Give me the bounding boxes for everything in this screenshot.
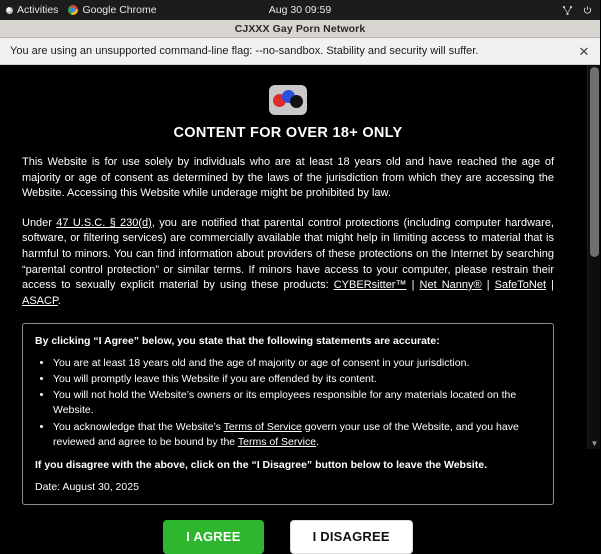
power-icon xyxy=(582,5,593,16)
page-viewport xyxy=(0,65,600,544)
infobar-message: You are using an unsupported command-line flag: --no-sandbox. Stability and security will suffer. xyxy=(10,45,479,57)
filter-link-netnanny[interactable]: Net Nanny® xyxy=(419,279,482,292)
sep-1: | xyxy=(406,279,420,292)
window-title: CJXXX Gay Porn Network xyxy=(234,22,366,35)
disagree-note: If you disagree with the above, click on the “I Disagree” button below to leave the Website. xyxy=(35,458,487,471)
agree-button[interactable]: I AGREE xyxy=(163,520,263,554)
gnome-top-bar xyxy=(0,0,600,20)
list-item: • You are at least 18 years old and the age of majority or age of consent in your jurisdiction. xyxy=(53,356,541,371)
usc-230d-link[interactable]: 47 U.S.C. § 230(d) xyxy=(56,216,152,229)
agreement-date: Date: August 30, 2025 xyxy=(35,480,139,493)
bullet4-pre: You acknowledge that the Website’s xyxy=(53,420,224,433)
scrollbar-thumb[interactable] xyxy=(590,67,599,257)
page-title: CONTENT FOR OVER 18+ ONLY xyxy=(173,125,403,141)
terms-of-service-link-2[interactable]: Terms of Service xyxy=(237,435,317,448)
close-icon[interactable]: ✕ xyxy=(578,43,590,59)
browser-titlebar[interactable] xyxy=(0,20,600,38)
paragraph2-pre: Under xyxy=(22,216,57,229)
age-paragraph-2 xyxy=(22,216,554,310)
agreement-box xyxy=(22,323,554,504)
logo-container xyxy=(22,85,554,115)
list-item: • You will promptly leave this Website if you are offended by its content. xyxy=(53,372,541,387)
network-icon xyxy=(562,5,573,16)
bullet4-mid: govern your use of the Website, and you have reviewed and agree to be bound by the xyxy=(53,420,519,448)
disagree-button[interactable]: I DISAGREE xyxy=(290,520,413,554)
action-button-row xyxy=(22,520,554,554)
age-gate-content xyxy=(0,65,576,554)
clock-label: Aug 30 09:59 xyxy=(268,4,332,16)
terms-of-service-link-1[interactable]: Terms of Service xyxy=(223,420,302,433)
site-logo-icon xyxy=(269,85,307,115)
list-item xyxy=(53,420,541,450)
agreement-lead: By clicking “I Agree” below, you state that the following statements are accurate: xyxy=(35,335,440,348)
filter-link-cybersitter[interactable]: CYBERsitter™ xyxy=(333,279,407,292)
paragraph2-mid: , you are notified that parental control protections (including computer hardware, software, or filtering services) are commercially available that might help in limiting access to material that is harmful to minors. You can find information about providers of these protections on the Internet by searching “parental control protection” or similar terms. If minors have access to your computer, please restrain their access to sexually explicit material by using these products: xyxy=(22,216,554,292)
paragraph2-end: . xyxy=(57,294,61,307)
filter-link-safetonet[interactable]: SafeToNet xyxy=(494,279,547,292)
logo-shape-dark xyxy=(290,95,303,108)
scroll-down-icon[interactable]: ▼ xyxy=(590,438,599,448)
page-scrollbar[interactable] xyxy=(587,65,600,449)
chrome-app-label: Google Chrome xyxy=(82,4,157,16)
clock-button[interactable] xyxy=(0,4,600,16)
agreement-bullet-list xyxy=(35,356,541,450)
list-item: • You will not hold the Website’s owners or its employees responsible for any materials located on the Website. xyxy=(53,388,541,418)
sep-3: | xyxy=(546,279,554,292)
activities-label: Activities xyxy=(17,4,59,16)
age-paragraph-1: This Website is for use solely by individuals who are at least 18 years old and have reached the age of majority or age of consent as determined by the laws of the jurisdiction from which they are accessing the Website. Accessing this Website while underage might be prohibited by law. xyxy=(22,156,554,200)
bullet4-end: . xyxy=(316,435,319,448)
command-line-flag-infobar xyxy=(0,38,600,65)
filter-link-asacp[interactable]: ASACP xyxy=(22,294,58,307)
sep-2: | xyxy=(481,279,495,292)
